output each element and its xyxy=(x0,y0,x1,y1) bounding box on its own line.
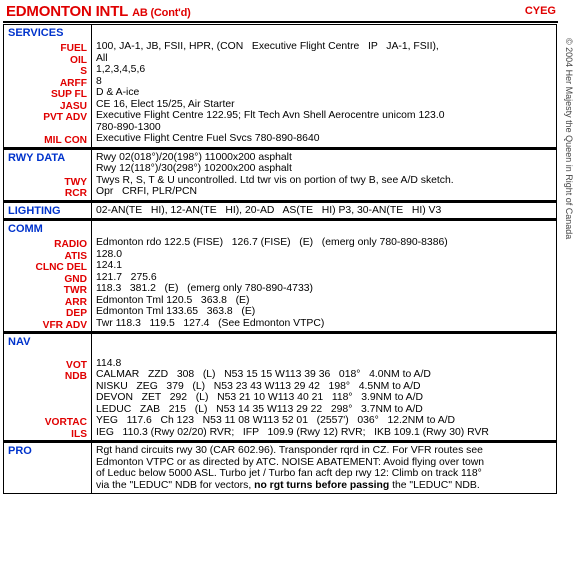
aerodrome-name: EDMONTON INTL xyxy=(6,3,129,20)
section-pro xyxy=(3,441,557,494)
entry-value: Opr CRFI, PLR/PCN xyxy=(96,186,198,197)
entry-value: Executive Flight Centre Fuel Svcs 780-890-8640 xyxy=(96,133,320,144)
entry-value: 121.7 275.6 xyxy=(96,271,157,283)
procedure-text: via the "LEDUC" NDB for vectors, xyxy=(96,479,255,491)
entry-value: Rwy 02(018°)/20(198°) 11000x200 asphalt xyxy=(96,151,292,163)
entry-label: NDB xyxy=(64,371,87,382)
section-lighting xyxy=(3,201,557,220)
entry-row xyxy=(96,306,556,318)
entry-value: IEG 110.3 (Rwy 02/20) RVR; IFP 109.9 (Rwy 12) RVR; IKB 109.1 (Rwy 30) RVR xyxy=(96,426,489,438)
entry-label: GND xyxy=(64,273,87,285)
entry-row xyxy=(96,283,556,295)
entry-row xyxy=(96,175,556,187)
aerodrome-title xyxy=(6,3,191,20)
entry-label: FUEL xyxy=(60,43,87,54)
entry-row xyxy=(96,152,556,164)
section-label-column xyxy=(4,443,92,493)
entry-row xyxy=(96,76,556,88)
entry-label: ARFF xyxy=(59,77,87,89)
entry-label: VOT xyxy=(66,359,87,371)
entry-label: SUP FL xyxy=(50,89,87,100)
entry-value: Edmonton Tml 120.5 363.8 (E) xyxy=(96,294,250,306)
entry-value: 100, JA-1, JB, FSII, HPR, (CON Executive Flight Centre IP JA-1, FSII), xyxy=(96,41,439,52)
entry-row xyxy=(96,318,556,330)
page-header xyxy=(0,0,558,22)
entry-value: 128.0 xyxy=(96,248,123,260)
entry-row xyxy=(96,249,556,261)
entry-value: YEG 117.6 Ch 123 N53 11 08 W113 52 01 (2557') 036° 12.2NM to A/D xyxy=(96,415,456,426)
entry-row xyxy=(96,381,556,393)
entry-label: DEP xyxy=(66,308,87,319)
entry-value: All xyxy=(96,52,108,64)
entry-value: 124.1 xyxy=(96,260,123,271)
entry-label: JASU xyxy=(59,100,87,112)
section-title: LIGHTING xyxy=(8,204,61,217)
entry-label: ARR xyxy=(64,296,87,308)
entry-row xyxy=(96,427,556,439)
section-title: COMM xyxy=(8,223,43,235)
entry-label: TWY xyxy=(64,176,87,188)
entry-row xyxy=(96,41,556,53)
section-content xyxy=(92,443,556,493)
entry-row xyxy=(96,358,556,370)
copyright-watermark xyxy=(562,38,576,558)
procedure-text: Edmonton VTPC or as directed by ATC. NOISE ABATEMENT: Avoid flying over town xyxy=(96,456,485,468)
aerodrome-data-table xyxy=(3,24,557,494)
entry-value: 02-AN(TE HI), 12-AN(TE HI), 20-AD AS(TE HI) P3, 30-AN(TE HI) V3 xyxy=(96,204,442,216)
procedure-text: of Leduc below 5000 ASL. Turbo jet / Turbo fan acft dep rwy 12: Climb on track 118° xyxy=(96,468,482,479)
entry-label: ATIS xyxy=(64,250,87,262)
section-rwy-data xyxy=(3,148,557,201)
entry-label: MIL CON xyxy=(44,135,87,146)
section-content xyxy=(92,25,556,147)
entry-label: OIL xyxy=(70,54,87,66)
procedure-text: Rgt hand circuits rwy 30 (CAR 602.96). Transponder rqrd in CZ. For VFR routes see xyxy=(96,445,483,456)
section-nav xyxy=(3,332,557,441)
section-content xyxy=(92,203,556,219)
entry-row xyxy=(96,64,556,76)
section-label-column xyxy=(4,150,92,200)
entry-label: RCR xyxy=(64,188,87,199)
section-content xyxy=(92,221,556,331)
procedure-text: the "LEDUC" NDB. xyxy=(389,479,480,491)
entry-label: CLNC DEL xyxy=(35,262,87,273)
section-comm xyxy=(3,219,557,332)
entry-label: VFR ADV xyxy=(42,319,87,331)
entry-row xyxy=(96,186,556,198)
entry-row xyxy=(96,260,556,272)
entry-label: RADIO xyxy=(54,239,87,250)
section-services xyxy=(3,24,557,148)
entry-value: 118.3 381.2 (E) (emerg only 780-890-4733) xyxy=(96,283,313,294)
entry-value xyxy=(96,346,99,358)
entry-value: 8 xyxy=(96,75,102,87)
section-label-column xyxy=(4,334,92,440)
procedure-line xyxy=(96,457,556,469)
copyright-text: © 2004 Her Majesty the Queen in Right of Canada xyxy=(564,38,574,240)
entry-label: ILS xyxy=(71,428,87,440)
entry-row xyxy=(96,53,556,65)
entry-row xyxy=(96,295,556,307)
entry-value: 114.8 xyxy=(96,357,122,369)
entry-label: VORTAC xyxy=(44,417,87,428)
header-divider xyxy=(3,21,558,23)
entry-row xyxy=(96,415,556,427)
entry-value: Rwy 12(118°)/30(298°) 10200x200 asphalt xyxy=(96,163,292,174)
entry-row xyxy=(96,272,556,284)
entry-label: TWR xyxy=(63,285,87,296)
entry-value: Edmonton rdo 122.5 (FISE) 126.7 (FISE) (E) (emerg only 780-890-8386) xyxy=(96,237,448,248)
entry-value: Edmonton Tml 133.65 363.8 (E) xyxy=(96,306,256,317)
entry-label: S xyxy=(80,66,87,77)
entry-value: LEDUC ZAB 215 (L) N53 14 35 W113 29 22 298° 3.7NM to A/D xyxy=(96,403,423,415)
section-title: RWY DATA xyxy=(8,151,66,164)
procedure-line xyxy=(96,468,556,480)
entry-row xyxy=(96,369,556,381)
entry-value: 1,2,3,4,5,6 xyxy=(96,64,146,75)
section-content xyxy=(92,334,556,440)
entry-row xyxy=(96,87,556,99)
entry-row xyxy=(96,110,556,122)
entry-row xyxy=(96,122,556,134)
entry-value: Executive Flight Centre 122.95; Flt Tech Avn Shell Aerocentre unicom 123.0 xyxy=(96,110,445,121)
entry-row xyxy=(96,237,556,249)
procedure-emphasis: no rgt turns before passing xyxy=(254,479,390,491)
entry-row xyxy=(96,346,556,358)
section-title: SERVICES xyxy=(8,27,64,39)
procedure-line xyxy=(96,480,556,492)
entry-row xyxy=(96,404,556,416)
section-title: NAV xyxy=(8,336,31,348)
section-label-column xyxy=(4,203,92,219)
entry-row xyxy=(96,133,556,145)
aerodrome-province: AB (Cont'd) xyxy=(132,7,191,19)
entry-row xyxy=(96,99,556,111)
entry-value: DEVON ZET 292 (L) N53 21 10 W113 40 21 118° 3.9NM to A/D xyxy=(96,392,423,403)
aerodrome-ident: CYEG xyxy=(524,5,556,17)
procedure-line xyxy=(96,445,556,457)
entry-row xyxy=(96,163,556,175)
entry-value: Twr 118.3 119.5 127.4 (See Edmonton VTPC) xyxy=(96,317,325,329)
entry-value: NISKU ZEG 379 (L) N53 23 43 W113 29 42 198° 4.5NM to A/D xyxy=(96,380,421,392)
section-content xyxy=(92,150,556,200)
section-title: PRO xyxy=(8,445,32,457)
entry-value: CE 16, Elect 15/25, Air Starter xyxy=(96,98,235,110)
section-label-column xyxy=(4,25,92,147)
entry-value: D & A-ice xyxy=(96,87,140,98)
entry-value: 780-890-1300 xyxy=(96,121,161,133)
entry-value: CALMAR ZZD 308 (L) N53 15 15 W113 39 36 018° 4.0NM to A/D xyxy=(96,369,431,380)
section-label-column xyxy=(4,221,92,331)
entry-row xyxy=(96,392,556,404)
entry-value: Twys R, S, T & U uncontrolled. Ltd twr vis on portion of twy B, see A/D sketch. xyxy=(96,174,454,186)
entry-row xyxy=(96,205,556,217)
entry-label: PVT ADV xyxy=(43,112,87,123)
